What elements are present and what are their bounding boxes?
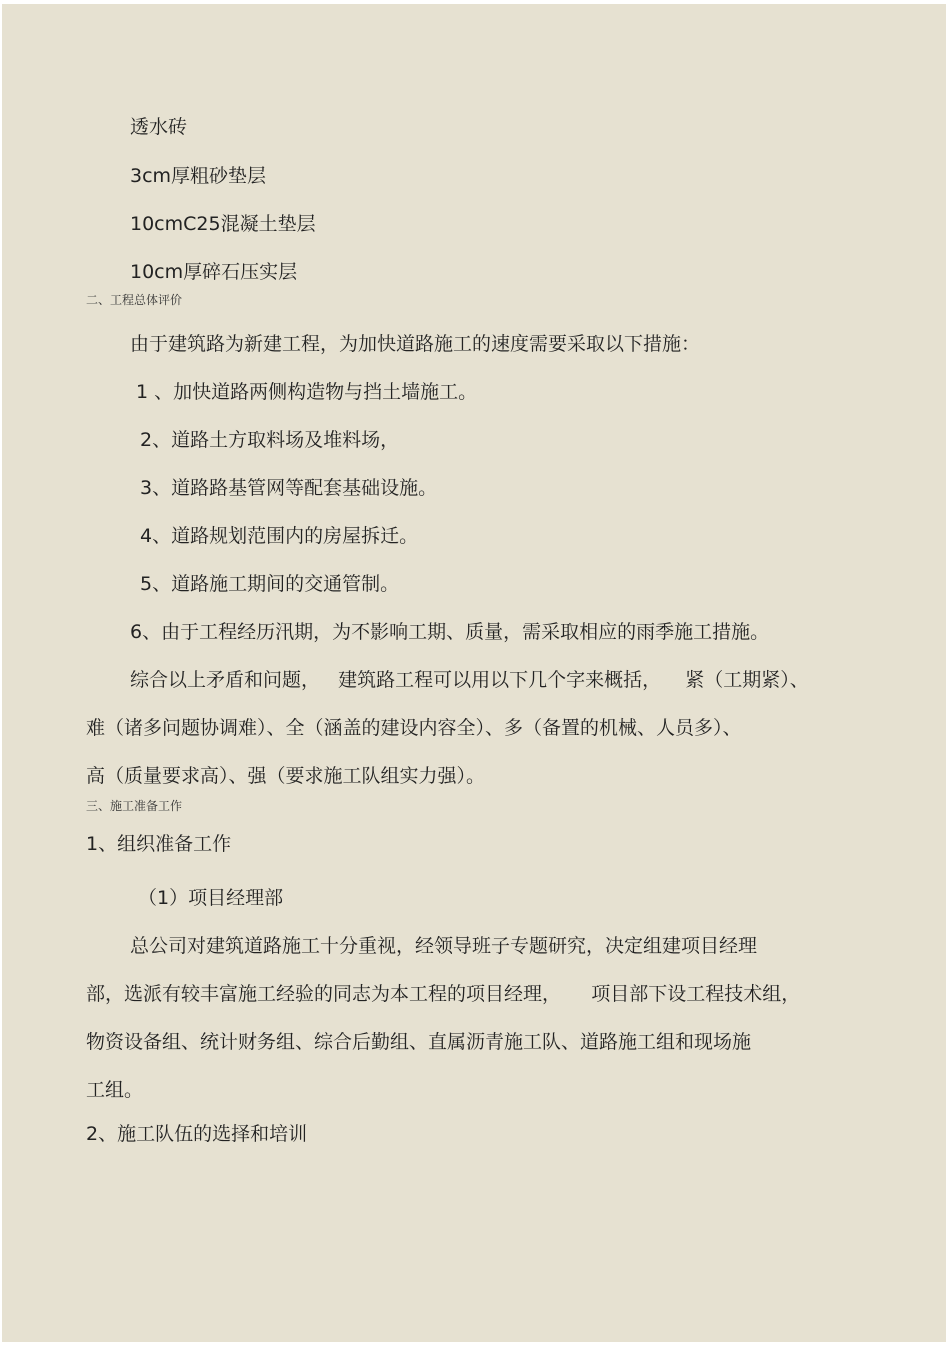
subsection-1-1: （1）项目经理部 [138, 887, 284, 909]
paragraph-line-2: 部，选派有较丰富施工经验的同志为本工程的项目经理， 项目部下设工程技术组， [86, 983, 801, 1005]
measure-item-3: 3、道路路基管网等配套基础设施。 [140, 477, 438, 499]
layer-2: 3cm厚粗砂垫层 [130, 165, 267, 187]
summary-line-2: 难（诸多问题协调难）、全（涵盖的建设内容全）、多（备置的机械、人员多）、 [86, 717, 742, 739]
layer-3: 10cmC25混凝土垫层 [130, 213, 316, 235]
subsection-2: 2、施工队伍的选择和培训 [86, 1123, 308, 1145]
measure-item-5: 5、道路施工期间的交通管制。 [140, 573, 400, 595]
summary-line-3: 高（质量要求高）、强（要求施工队组实力强）。 [86, 765, 486, 787]
measure-item-2: 2、道路土方取料场及堆料场， [140, 429, 400, 451]
paragraph-line-1: 总公司对建筑道路施工十分重视，经领导班子专题研究，决定组建项目经理 [130, 935, 758, 957]
section2-intro: 由于建筑路为新建工程，为加快道路施工的速度需要采取以下措施： [130, 333, 701, 355]
paragraph-line-3: 物资设备组、统计财务组、综合后勤组、直属沥青施工队、道路施工组和现场施 [86, 1031, 752, 1053]
layer-4: 10cm厚碎石压实层 [130, 261, 298, 283]
measure-item-6: 6、由于工程经历汛期，为不影响工期、质量，需采取相应的雨季施工措施。 [130, 621, 770, 643]
subsection-1: 1、组织准备工作 [86, 833, 232, 855]
summary-line-1: 综合以上矛盾和问题， 建筑路工程可以用以下几个字来概括， 紧（工期紧）、 [130, 669, 809, 691]
section-heading-2: 二、工程总体评价 [86, 293, 183, 307]
layer-1: 透水砖 [130, 116, 188, 138]
measure-item-4: 4、道路规划范围内的房屋拆迁。 [140, 525, 419, 547]
measure-item-1: 1 、加快道路两侧构造物与挡土墙施工。 [136, 381, 478, 403]
paragraph-line-4: 工组。 [86, 1079, 144, 1101]
document-page [2, 4, 946, 1342]
section-heading-3: 三、施工准备工作 [86, 799, 183, 813]
